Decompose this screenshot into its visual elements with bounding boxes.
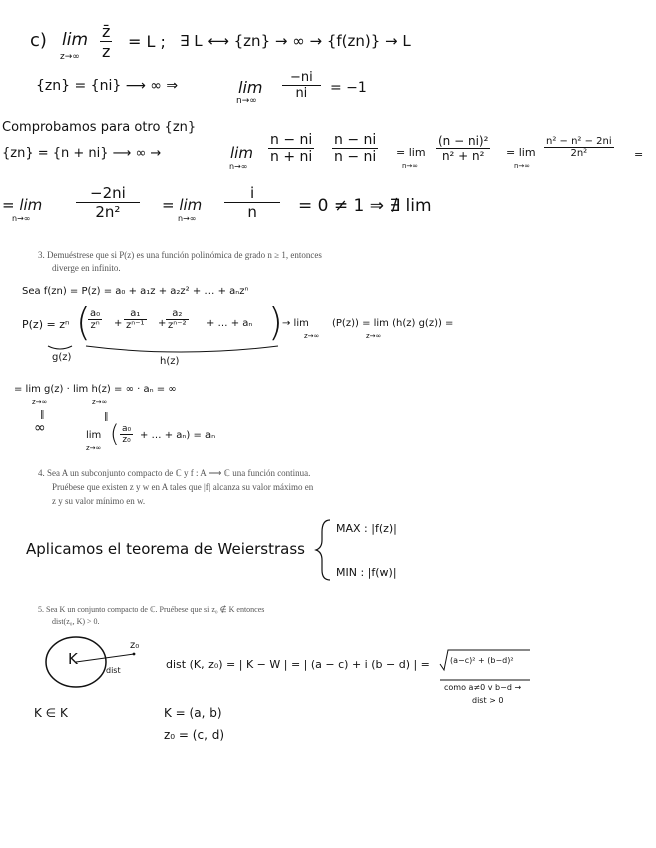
p-term2-den: zⁿ⁻¹ (126, 320, 145, 331)
line4-frac1-num: −2ni (76, 184, 140, 203)
lim-h-lim: lim (86, 430, 102, 441)
frac3-den: n² + n² (441, 149, 485, 163)
p-term1-num: a₀ (90, 308, 101, 319)
lim-h-den: z₀ (122, 435, 131, 445)
h-underbrace (86, 346, 278, 352)
max-min-brace (316, 520, 330, 580)
problem3-text-line1: 3. Demuéstrese que si P(z) es una función polinómica de grado n ≥ 1, entonces (38, 250, 322, 260)
z0-point-label: z₀ (130, 640, 140, 651)
lim-h-rest: + … + aₙ) = aₙ (140, 430, 216, 441)
dist-formula: dist (K, z₀) = | K − W | = | (a − c) + i (b − d) | = (166, 658, 430, 671)
line2-den: ni (295, 86, 308, 101)
p-arrow-lim: → lim (282, 318, 309, 329)
line3-lim3-sub: n→∞ (514, 162, 531, 170)
dist-arrow-label: dist (106, 666, 121, 675)
line2-text: {zn} = {ni} ⟶ ∞ ⇒ (36, 78, 179, 94)
comprobamos-text: Comprobamos para otro {zn} (2, 120, 197, 135)
line3-lim1: lim (230, 144, 253, 162)
p-plus2: + (158, 318, 167, 329)
line3-end: = (634, 148, 644, 161)
lim-h-paren: ( (110, 420, 120, 448)
problem3-text-line2: diverge en infinito. (52, 263, 121, 273)
frac4-den: 2n² (570, 148, 588, 159)
line3-text: {zn} = {n + ni} ⟶ ∞ → (2, 146, 162, 161)
problem5-text-line1: 5. Sea K un conjunto compacto de ℂ. Pruébese que si z₀ ∉ K entonces (38, 605, 265, 614)
problem4-text-line3: z y su valor mínimo en w. (52, 496, 146, 506)
p-mid-sub: z→∞ (366, 332, 382, 340)
line4-lim2-sub: n→∞ (178, 214, 197, 223)
line3-lim3: = lim (506, 146, 536, 159)
line2-lim-sub: n→∞ (236, 96, 257, 106)
p-term1-den: zⁿ (90, 320, 100, 331)
g-label: g(z) (52, 352, 72, 363)
p-lim-sub: z→∞ (304, 332, 320, 340)
p-paren-left: ( (76, 300, 91, 344)
fraction-numerator: z̄ (102, 22, 111, 41)
part-c-exists: ∃ L ⟷ {zn} → ∞ → {f(zn)} → L (180, 32, 411, 50)
h-label: h(z) (160, 356, 180, 367)
max-text: MAX : |f(z)| (336, 522, 397, 535)
part-c-eq-L: = L ; (128, 32, 166, 51)
sqrt-inner: (a−c)² + (b−d)² (450, 656, 514, 665)
line4-frac2-num: i (224, 184, 280, 203)
pipe-mark-1: ‖ (40, 410, 45, 420)
line2-num: −ni (282, 70, 321, 86)
problem4-text-line1: 4. Sea A un subconjunto compacto de ℂ y f : A ⟶ ℂ una función continua. (38, 468, 311, 478)
frac2-num: n − ni (334, 132, 377, 148)
line4-result: = 0 ≠ 1 ⇒ ∄ lim (298, 196, 432, 216)
sqrt-symbol (440, 650, 530, 670)
line3-lim2-sub: n→∞ (402, 162, 419, 170)
problem5-text-line2: dist(z₀, K) > 0. (52, 617, 100, 626)
como-text: como a≠0 v b−d → (444, 683, 522, 692)
p-term3-num: a₂ (166, 308, 189, 320)
line4-lim1: = lim (2, 196, 43, 214)
frac3-num: (n − ni)² (438, 134, 489, 148)
k-definition: K = (a, b) (164, 706, 222, 720)
p-rest: + … + aₙ (206, 318, 253, 329)
infinity-mark: ∞ (34, 420, 46, 436)
line2-lim: lim (238, 78, 263, 97)
part-c-label: c) (30, 30, 47, 51)
line4-frac2-den: n (247, 203, 257, 221)
frac4-num: n² − n² − 2ni (546, 136, 612, 147)
z0-point (133, 653, 136, 656)
line3-lim1-sub: n→∞ (229, 162, 248, 171)
fraction-denominator: z (102, 42, 111, 61)
p-term3-den: zⁿ⁻² (168, 320, 187, 331)
p-plus1: + (114, 318, 123, 329)
p-paren-right: ) (268, 300, 283, 344)
line4-lim2: = lim (162, 196, 203, 214)
frac2-den: n − ni (334, 149, 377, 165)
min-text: MIN : |f(w)| (336, 566, 397, 579)
sea-line: Sea f(zn) = P(z) = a₀ + a₁z + a₂z² + … + aₙzⁿ (22, 286, 249, 297)
part-c-lim-sub: z→∞ (60, 52, 80, 62)
lim-h-num: a₀ (122, 424, 132, 434)
result-line: = lim g(z) · lim h(z) = ∞ · aₙ = ∞ (14, 384, 177, 395)
k-set-label: K (68, 650, 78, 668)
aplicamos-text: Aplicamos el teorema de Weierstrass (26, 540, 305, 558)
problem4-text-line2: Pruébese que existen z y w en A tales que |f| alcanza su valor máximo en (52, 482, 314, 492)
result-sub2: z→∞ (92, 398, 108, 406)
z0-definition: z₀ = (c, d) (164, 728, 224, 742)
frac1-num: n − ni (270, 132, 313, 148)
k-in-k: K ∈ K (34, 706, 68, 720)
frac1-den: n + ni (270, 149, 313, 165)
p-line-start: P(z) = zⁿ (22, 318, 70, 331)
g-underbrace (48, 346, 72, 349)
pipe-mark-2: ‖ (104, 412, 109, 422)
dist-positive: dist > 0 (472, 696, 504, 705)
p-mid: (P(z)) = lim (h(z) g(z)) = (332, 318, 454, 329)
p-term2-num: a₁ (124, 308, 147, 320)
line4-lim1-sub: n→∞ (12, 214, 31, 223)
line2-result: = −1 (330, 80, 367, 96)
line3-lim2: = lim (396, 146, 426, 159)
result-sub1: z→∞ (32, 398, 48, 406)
part-c-lim: lim (62, 30, 89, 50)
lim-h-sub: z→∞ (86, 444, 102, 452)
line4-frac1-den: 2n² (95, 203, 121, 221)
